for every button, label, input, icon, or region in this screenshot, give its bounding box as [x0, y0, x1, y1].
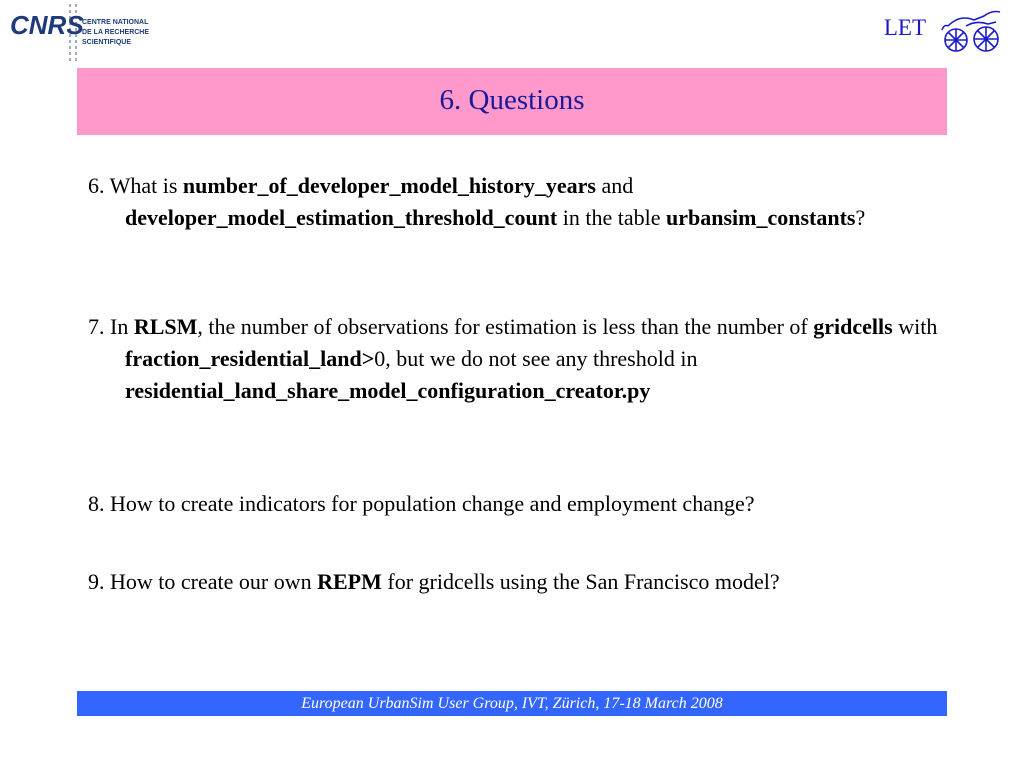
cnrs-logo-graphic: [8, 2, 158, 66]
page-title: 6. Questions: [439, 84, 585, 116]
cnrs-line-2: DE LA RECHERCHE: [82, 29, 150, 36]
q6-term-history-years: number_of_developer_model_history_years: [182, 173, 596, 198]
q9-prefix: 9. How to create our own: [88, 569, 318, 594]
cnrs-line-3: SCIENTIFIQUE: [82, 39, 132, 46]
footer-bar: [77, 691, 947, 716]
q7-mid-2: with: [892, 314, 938, 339]
footer-text: European UrbanSim User Group, IVT, Zürich, 17-18 March 2008: [301, 694, 723, 712]
question-8: 8. How to create indicators for population change and employment change?: [88, 491, 755, 516]
cnrs-logo: [8, 2, 158, 66]
cnrs-mark-text: CNRS: [10, 10, 84, 40]
let-label: LET: [883, 15, 926, 40]
q7-term-config-creator-file: residential_land_share_model_configuration_creator.py: [125, 378, 651, 403]
q7-mid-3: 0, but we do not see any threshold in: [374, 346, 698, 371]
q6-suffix: ?: [855, 205, 866, 230]
q6-term-constants-table: urbansim_constants: [666, 205, 856, 230]
q6-prefix: 6. What is: [88, 173, 183, 198]
let-logo: [884, 6, 1006, 54]
title-bar: [77, 68, 947, 135]
cnrs-line-1: CENTRE NATIONAL: [82, 19, 149, 26]
q7-term-gridcells: gridcells: [813, 314, 893, 339]
q9-suffix: for gridcells using the San Francisco model?: [381, 569, 780, 594]
q7-prefix: 7. In: [88, 314, 134, 339]
q6-term-threshold-count: developer_model_estimation_threshold_count: [125, 205, 558, 230]
q7-term-rlsm: RLSM: [133, 314, 198, 339]
question-6: [88, 170, 975, 234]
question-7: [88, 311, 975, 407]
q9-term-repm: REPM: [317, 569, 382, 594]
q7-mid-1: , the number of observations for estimation is less than the number of: [197, 314, 814, 339]
q7-term-fraction-residential-land: fraction_residential_land>: [125, 346, 375, 371]
question-9: [88, 566, 975, 598]
carriage-icon: [940, 6, 1006, 54]
q6-mid-2: in the table: [557, 205, 666, 230]
q6-mid-1: and: [595, 173, 634, 198]
